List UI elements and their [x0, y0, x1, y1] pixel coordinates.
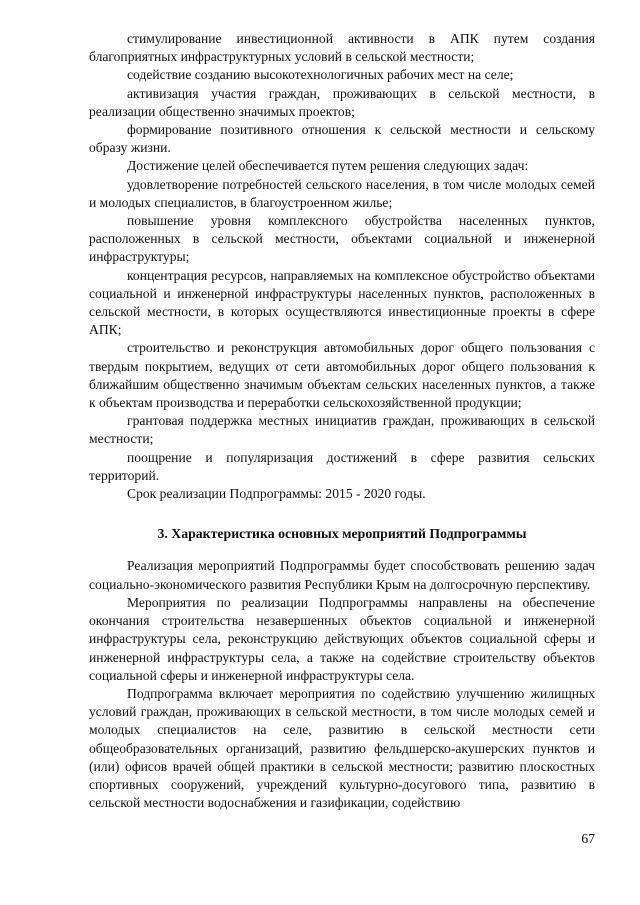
paragraph: удовлетворение потребностей сельского населения, в том числе молодых семей и молодых специалистов, в благоустроенном жилье;: [89, 176, 595, 210]
paragraph: Достижение целей обеспечивается путем решения следующих задач:: [127, 158, 529, 174]
paragraph: строительство и реконструкция автомобильных дорог общего пользования с твердым покрытием, ведущих от сети автомобильных дорог общего пользования к ближайшим общественно значимым объектам сельских населенных пунктов, а также к объектам производства и переработки сельскохозяйственной продукции;: [89, 340, 595, 411]
paragraph: Мероприятия по реализации Подпрограммы направлены на обеспечение окончания строительства незавершенных объектов социальной и инженерной инфраструктуры села, реконструкцию действующих объектов социальной сферы и инженерной инфраструктуры села, а также на содействие строительству объектов социальной сферы и инженерной инфраструктуры села.: [89, 594, 595, 683]
paragraph: Срок реализации Подпрограммы: 2015 - 2020 годы.: [127, 486, 426, 502]
section-heading: 3. Характеристика основных мероприятий Подпрограммы: [157, 526, 527, 542]
paragraph: поощрение и популяризация достижений в сфере развития сельских территорий.: [89, 449, 595, 483]
paragraph: активизация участия граждан, проживающих в сельской местности, в реализации общественно значимых проектов;: [89, 85, 595, 119]
paragraph: формирование позитивного отношения к сельской местности и сельскому образу жизни.: [89, 122, 595, 156]
paragraph: содействие созданию высокотехнологичных рабочих мест на селе;: [127, 67, 514, 83]
paragraph: повышение уровня комплексного обустройства населенных пунктов, расположенных в сельской местности, объектами социальной и инженерной инфраструктуры;: [89, 213, 595, 265]
page-number: 67: [581, 831, 595, 846]
paragraph: Реализация мероприятий Подпрограммы будет способствовать решению задач социально-экономического развития Республики Крым на долгосрочную перспективу.: [89, 558, 595, 592]
document-body: [89, 30, 595, 812]
paragraph: Подпрограмма включает мероприятия по содействию улучшению жилищных условий граждан, проживающих в сельской местности, в том числе молодых семей и молодых специалистов на селе, развитию в сельской местности сети общеобразовательных организаций, развитию фельдшерско-акушерских пунктов и (или) офисов врачей общей практики в сельской местности; развитию плоскостных спортивных сооружений, учреждений культурно-досугового типа, развитию в сельской местности водоснабжения и газификации, содействию: [89, 685, 595, 811]
paragraph: стимулирование инвестиционной активности в АПК путем создания благоприятных инфраструктурных условий в сельской местности;: [89, 31, 595, 65]
paragraph: концентрация ресурсов, направляемых на комплексное обустройство объектами социальной и инженерной инфраструктуры населенных пунктов, расположенных в сельской местности, в которых осуществляются инвестиционные проекты в сфере АПК;: [89, 267, 595, 338]
paragraph: грантовая поддержка местных инициатив граждан, проживающих в сельской местности;: [89, 413, 595, 447]
